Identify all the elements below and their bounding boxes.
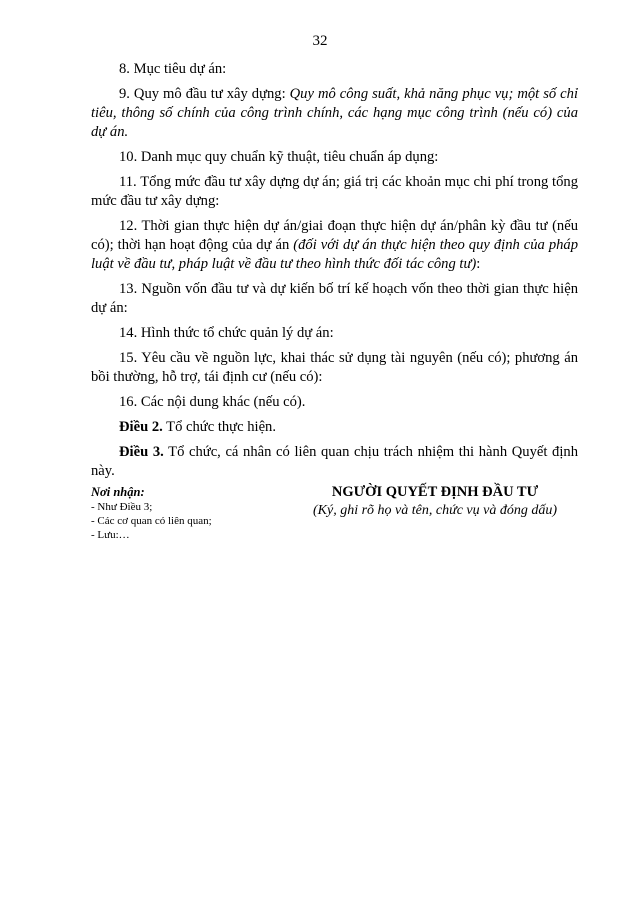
article-3 (91, 443, 578, 481)
item-12-end: : (476, 256, 481, 272)
signature-block (280, 483, 590, 520)
article-2-label: Điều 2. (119, 419, 163, 435)
signature-instruction: (Ký, ghi rõ họ và tên, chức vụ và đóng dấu) (312, 503, 558, 518)
item-12-detail: (đối với dự án thực hiện theo quy định của pháp luật về đầu tư, pháp luật về đầu tư theo hình thức đối tác công tư) (91, 237, 579, 272)
signer-role: NGƯỜI QUYẾT ĐỊNH ĐẦU TƯ (331, 484, 539, 500)
article-2-text: Tổ chức thực hiện. (162, 419, 276, 435)
item-12-label: 12. Thời gian thực hiện dự án/giai đoạn thực hiện dự án/phân kỳ đầu tư (nếu có); thời hạn hoạt động của dự án (91, 218, 578, 253)
item-9-label: 9. Quy mô đầu tư xây dựng: (119, 86, 290, 102)
item-16: 16. Các nội dung khác (nếu có). (119, 394, 306, 410)
recipient-line: - Như Điều 3; (91, 501, 153, 513)
recipients-block (91, 485, 291, 542)
item-15: 15. Yêu cầu về nguồn lực, khai thác sử dụng tài nguyên (nếu có); phương án bồi thường, hỗ trợ, tái định cư (nếu có): (91, 350, 578, 385)
item-13: 13. Nguồn vốn đầu tư và dự kiến bố trí kế hoạch vốn theo thời gian thực hiện dự án: (91, 281, 578, 316)
item-12 (91, 217, 578, 274)
article-2 (91, 418, 578, 437)
item-9 (91, 85, 578, 142)
document-body (91, 60, 578, 487)
item-9-detail: Quy mô công suất, khả năng phục vụ; một số chỉ tiêu, thông số chính của công trình chính, các hạng mục công trình (nếu có) của dự án. (91, 86, 579, 140)
recipient-line: - Các cơ quan có liên quan; (91, 515, 212, 527)
item-14: 14. Hình thức tổ chức quản lý dự án: (119, 325, 334, 341)
item-8: 8. Mục tiêu dự án: (119, 61, 227, 77)
recipient-line: - Lưu:… (91, 529, 130, 541)
item-10: 10. Danh mục quy chuẩn kỹ thuật, tiêu chuẩn áp dụng: (119, 149, 439, 165)
page-number: 32 (312, 33, 328, 49)
recipients-title: Nơi nhận: (91, 485, 145, 499)
article-3-text: Tổ chức, cá nhân có liên quan chịu trách nhiệm thi hành Quyết định này. (91, 444, 579, 479)
item-11: 11. Tổng mức đầu tư xây dựng dự án; giá trị các khoản mục chi phí trong tổng mức đầu tư xây dựng: (91, 174, 578, 209)
article-3-label: Điều 3. (119, 444, 164, 460)
